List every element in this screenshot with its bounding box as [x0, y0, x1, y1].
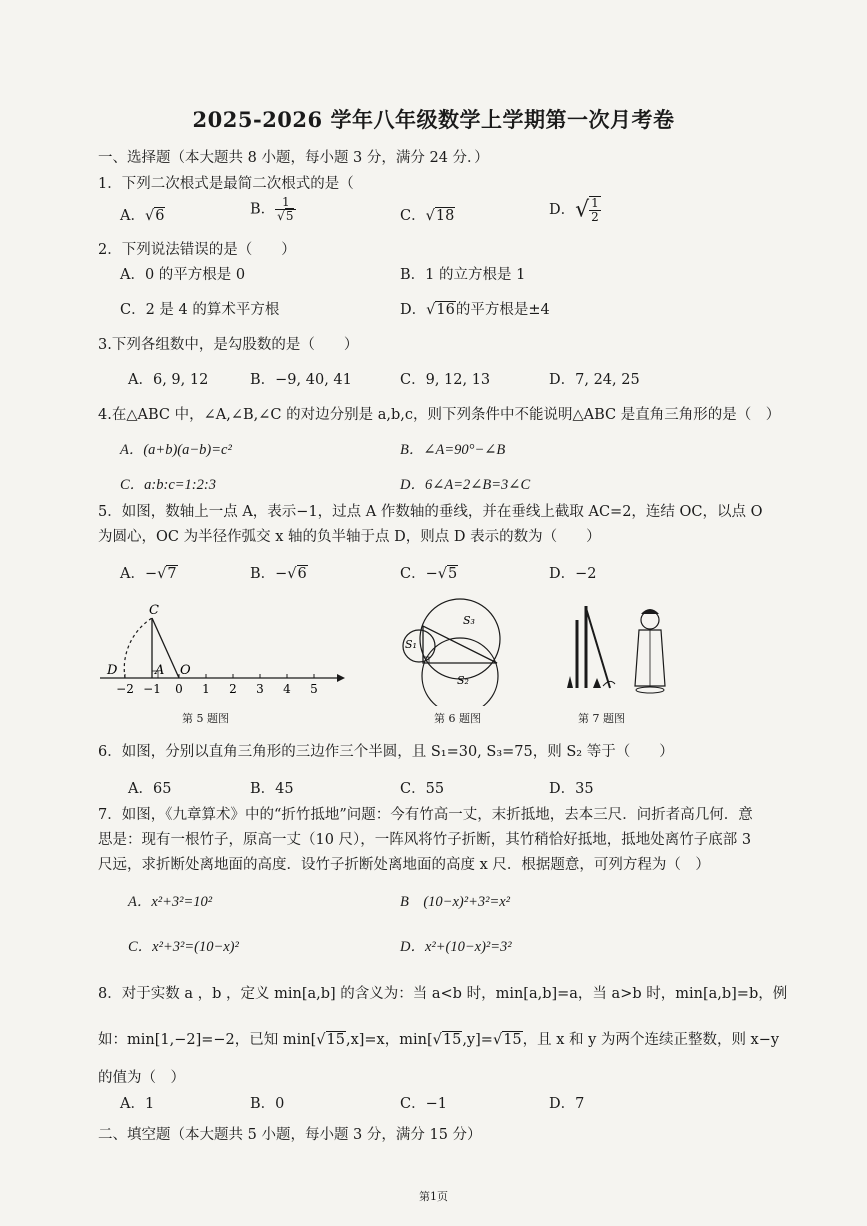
label-s2: S₂: [457, 674, 469, 687]
q2-option-a: A．0 的平方根是 0: [120, 267, 246, 283]
q4-option-b: B．∠A=90°−∠B: [400, 442, 506, 458]
label-d: D: [107, 663, 118, 678]
q5-option-d: D．−2: [549, 566, 597, 582]
q8-option-a: A．1: [120, 1096, 155, 1112]
tick-label: 4: [283, 682, 291, 696]
label-o: O: [180, 663, 191, 678]
q6-option-a: A．65: [128, 781, 172, 797]
q3-option-b: B．−9, 40, 41: [250, 372, 352, 388]
q5-option-a: A．−√7: [120, 566, 177, 582]
q8-option-d: D．7: [549, 1096, 585, 1112]
tick-label: 2: [229, 682, 237, 696]
q8-stem-line3: 的值为（ ）: [98, 1070, 185, 1086]
bamboo-broken-part: [586, 608, 610, 688]
q1-option-d: D．√ $\frac{1}{2}$: [549, 196, 599, 224]
q6-option-c: C．55: [400, 781, 445, 797]
tick-label: 3: [256, 682, 264, 696]
arc-oc: [124, 618, 152, 678]
q2-option-b: B．1 的立方根是 1: [400, 267, 526, 283]
figure-hair: [641, 609, 659, 614]
exam-title: 2025-2026 学年八年级数学上学期第一次月考卷: [192, 107, 675, 132]
q7-option-a: A．x²+3²=10²: [128, 894, 213, 910]
q5-stem-line1: 5．如图，数轴上一点 A，表示−1，过点 A 作数轴的垂线，并在垂线上截取 AC=2，连结 OC，以点 O: [98, 504, 763, 520]
q1-c-radicand: 18: [435, 208, 455, 224]
q1-b-denominator: 5: [285, 209, 294, 223]
figure-5-caption: 第 5 题图: [182, 712, 229, 725]
label-s3: S₃: [463, 614, 475, 627]
q6-option-b: B．45: [250, 781, 294, 797]
q1-option-b: B． $\frac{1}{√5}$: [250, 196, 296, 223]
label-a: A: [155, 663, 165, 678]
q5-option-c: C．−√5: [400, 566, 458, 582]
figure-6-semicircles: [395, 596, 515, 706]
figure-5-number-line: [95, 600, 350, 705]
tick-label: −2: [116, 682, 134, 696]
page-number: 第1页: [419, 1190, 448, 1203]
section-fill-heading: 二、填空题（本大题共 5 小题，每小题 3 分，满分 15 分）: [98, 1127, 482, 1143]
q1-d-numerator: 1: [591, 196, 599, 210]
q8-option-c: C．−1: [400, 1096, 447, 1112]
right-triangle: [423, 626, 497, 663]
q7-stem-line1: 7．如图，《九章算术》中的“折竹抵地”问题：今有竹高一丈，末折抵地，去本三尺．问折者高几何．意: [98, 807, 753, 823]
q8-stem-line1: 8．对于实数 a ，b ，定义 min[a,b] 的含义为：当 a<b 时，min[a,b]=a，当 a>b 时，min[a,b]=b，例: [98, 986, 788, 1002]
q4-option-a: A．(a+b)(a−b)=c²: [120, 442, 232, 458]
q7-option-c: C．x²+3²=(10−x)²: [128, 939, 239, 955]
q6-option-d: D．35: [549, 781, 594, 797]
q5-a-radicand: 7: [167, 566, 177, 582]
semicircle-s3: [420, 599, 500, 679]
tick-label: 1: [202, 682, 210, 696]
q8-stem-line2: 如：min[1,−2]=−2，已知 min[√15,x]=x，min[√15,y]=√15，且 x 和 y 为两个连续正整数，则 x−y: [98, 1032, 780, 1048]
q1-a-radicand: 6: [155, 208, 165, 224]
tick-label: 5: [310, 682, 318, 696]
q3-stem: 3.下列各组数中，是勾股数的是（ ）: [98, 337, 359, 353]
q3-option-a: A．6, 9, 12: [128, 372, 209, 388]
q5-c-radicand: 5: [448, 566, 458, 582]
semicircle-s2: [422, 638, 498, 706]
label-s1: S₁: [405, 638, 417, 651]
label-c: C: [149, 603, 159, 618]
q7-stem-line2: 思是：现有一根竹子，原高一丈（10 尺），一阵风将竹子折断，其竹稍恰好抵地，抵地处离竹子底部 3: [98, 832, 752, 848]
figure-7-caption: 第 7 题图: [578, 712, 625, 725]
q2-stem: 2．下列说法错误的是（ ）: [98, 242, 296, 258]
q8-option-b: B．0: [250, 1096, 285, 1112]
q6-stem: 6．如图，分别以直角三角形的三边作三个半圆，且 S₁=30, S₃=75，则 S₂ 等于（ ）: [98, 744, 674, 760]
q7-stem-line3: 尺远，求折断处离地面的高度．设竹子折断处离地面的高度 x 尺．根据题意，可列方程为（ ）: [98, 857, 710, 873]
q7-option-d: D．x²+(10−x)²=3²: [400, 939, 512, 955]
number-line-arrow: [337, 674, 345, 682]
section-choice-heading: 一、选择题（本大题共 8 小题，每小题 3 分，满分 24 分．）: [98, 150, 489, 166]
q5-b-radicand: 6: [297, 566, 307, 582]
q1-option-a: A．√6: [120, 208, 165, 224]
q1-d-denominator: 2: [591, 210, 599, 224]
figure-base: [636, 687, 664, 693]
q3-option-c: C．9, 12, 13: [400, 372, 491, 388]
q2-d-radicand: 16: [436, 302, 455, 318]
q4-option-c: C．a:b:c=1:2:3: [120, 477, 216, 493]
q4-option-d: D．6∠A=2∠B=3∠C: [400, 477, 531, 493]
number-line-ticks: [116, 674, 318, 696]
q5-option-b: B．−√6: [250, 566, 307, 582]
q3-option-d: D．7, 24, 25: [549, 372, 640, 388]
tick-label: −1: [143, 682, 161, 696]
q7-option-b: B (10−x)²+3²=x²: [400, 894, 511, 910]
grass-tuft: [593, 678, 601, 688]
q4-stem: 4.在△ABC 中，∠A,∠B,∠C 的对边分别是 a,b,c，则下列条件中不能说明△ABC 是直角三角形的是（ ）: [98, 407, 781, 423]
q1-b-numerator: 1: [275, 196, 296, 210]
q1-stem: 1．下列二次根式是最简二次根式的是（: [98, 176, 354, 192]
grass-tuft: [567, 676, 573, 688]
q1-option-c: C．√18: [400, 208, 455, 224]
figure-7-bamboo-illustration: [555, 598, 675, 703]
tick-label: 0: [175, 682, 183, 696]
q2-option-d: D．√16的平方根是±4: [400, 302, 550, 318]
q5-stem-line2: 为圆心，OC 为半径作弧交 x 轴的负半轴于点 D，则点 D 表示的数为（ ）: [98, 529, 601, 545]
figure-6-caption: 第 6 题图: [434, 712, 481, 725]
q2-option-c: C．2 是 4 的算术平方根: [120, 302, 280, 318]
